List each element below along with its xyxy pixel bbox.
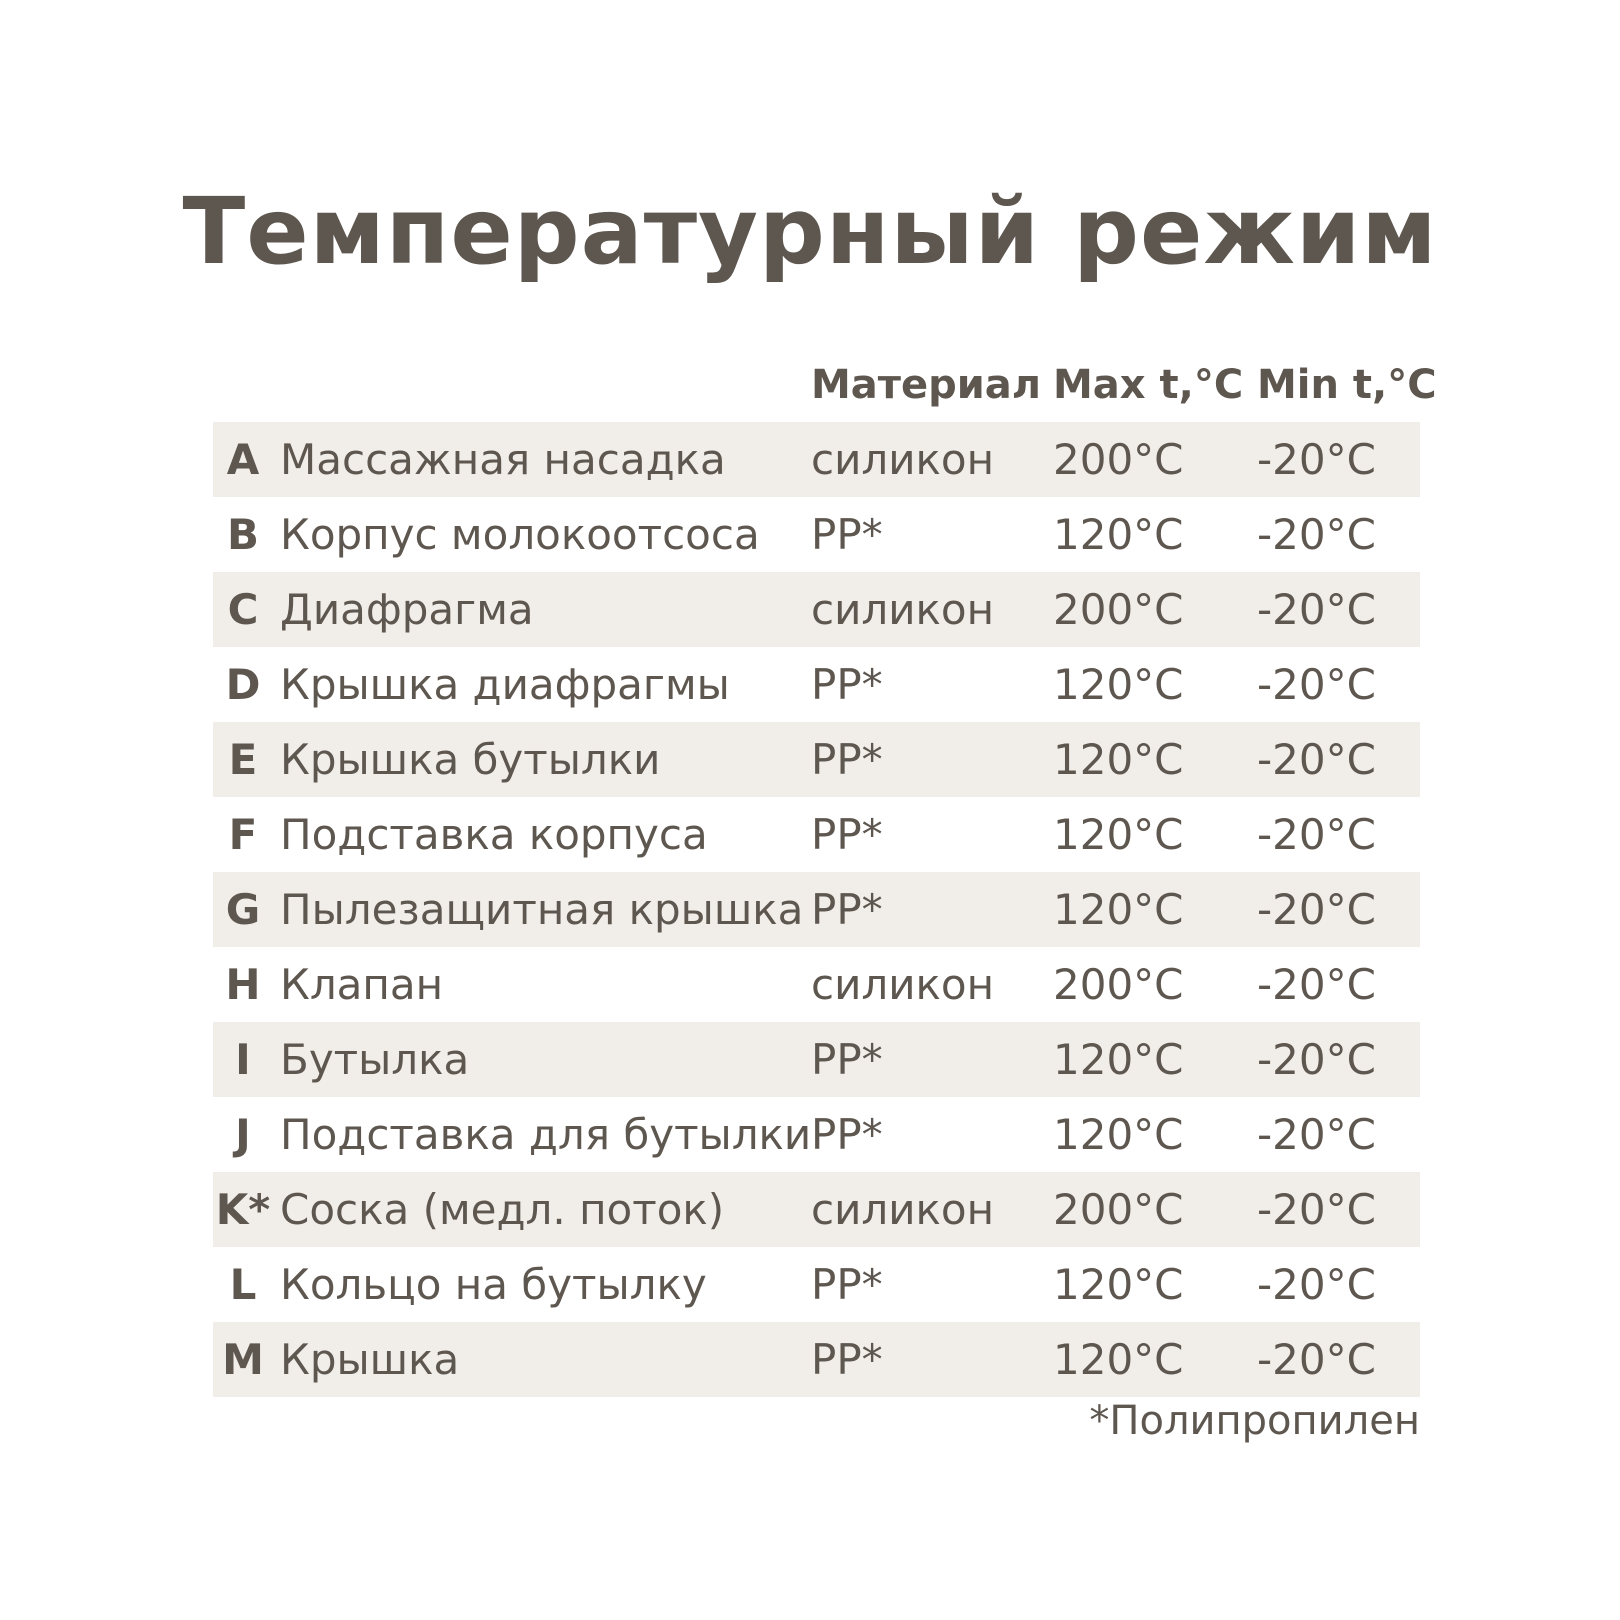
header-min-temp: Min t,°C — [1257, 362, 1437, 408]
row-letter: D — [225, 660, 261, 709]
table-row — [213, 497, 1420, 572]
row-letter: L — [229, 1260, 257, 1309]
temperature-table — [213, 352, 1437, 1397]
row-part-name: Клапан — [280, 960, 444, 1009]
row-min-temp: -20°C — [1257, 585, 1376, 634]
row-material: PP* — [811, 510, 883, 559]
row-max-temp: 120°C — [1053, 1110, 1184, 1159]
row-letter: G — [225, 885, 261, 934]
table-header — [213, 352, 1437, 422]
row-min-temp: -20°C — [1257, 1035, 1376, 1084]
row-min-temp: -20°C — [1257, 810, 1376, 859]
table-row — [213, 572, 1420, 647]
row-part-name: Пылезащитная крышка — [280, 885, 804, 934]
row-max-temp: 120°C — [1053, 510, 1184, 559]
row-min-temp: -20°C — [1257, 1260, 1376, 1309]
row-material: силикон — [811, 960, 995, 1009]
row-letter: I — [235, 1035, 251, 1084]
table-row — [213, 647, 1420, 722]
row-max-temp: 120°C — [1053, 1335, 1184, 1384]
row-part-name: Диафрагма — [280, 585, 534, 634]
page-title: Температурный режим — [182, 178, 1438, 285]
table-row — [213, 1022, 1420, 1097]
footnote: *Полипропилен — [1089, 1398, 1420, 1444]
row-max-temp: 200°C — [1053, 960, 1184, 1009]
row-max-temp: 120°C — [1053, 735, 1184, 784]
row-part-name: Подставка для бутылки — [280, 1110, 812, 1159]
row-min-temp: -20°C — [1257, 735, 1376, 784]
table-row — [213, 872, 1420, 947]
row-letter: E — [228, 735, 258, 784]
row-max-temp: 200°C — [1053, 435, 1184, 484]
row-min-temp: -20°C — [1257, 1335, 1376, 1384]
row-letter: H — [225, 960, 261, 1009]
row-part-name: Соска (медл. поток) — [280, 1185, 725, 1234]
row-letter: F — [228, 810, 258, 859]
table-row — [213, 1172, 1420, 1247]
row-material: PP* — [811, 1335, 883, 1384]
row-min-temp: -20°C — [1257, 1185, 1376, 1234]
row-max-temp: 120°C — [1053, 1035, 1184, 1084]
row-material: PP* — [811, 660, 883, 709]
row-part-name: Массажная насадка — [280, 435, 726, 484]
row-max-temp: 200°C — [1053, 1185, 1184, 1234]
row-part-name: Крышка диафрагмы — [280, 660, 730, 709]
row-material: PP* — [811, 885, 883, 934]
header-material: Материал — [811, 362, 1042, 408]
table-row — [213, 422, 1420, 497]
row-max-temp: 200°C — [1053, 585, 1184, 634]
row-material: силикон — [811, 435, 995, 484]
row-min-temp: -20°C — [1257, 510, 1376, 559]
table-row — [213, 1322, 1420, 1397]
header-max-temp: Max t,°C — [1053, 362, 1244, 408]
row-material: силикон — [811, 585, 995, 634]
row-min-temp: -20°C — [1257, 435, 1376, 484]
row-material: PP* — [811, 1110, 883, 1159]
row-material: PP* — [811, 1260, 883, 1309]
row-part-name: Крышка — [280, 1335, 460, 1384]
row-part-name: Корпус молокоотсоса — [280, 510, 760, 559]
row-material: PP* — [811, 1035, 883, 1084]
row-part-name: Кольцо на бутылку — [280, 1260, 707, 1309]
row-material: силикон — [811, 1185, 995, 1234]
row-part-name: Подставка корпуса — [280, 810, 708, 859]
row-max-temp: 120°C — [1053, 885, 1184, 934]
row-min-temp: -20°C — [1257, 660, 1376, 709]
table-row — [213, 797, 1420, 872]
row-min-temp: -20°C — [1257, 960, 1376, 1009]
row-min-temp: -20°C — [1257, 1110, 1376, 1159]
row-letter: J — [235, 1110, 251, 1159]
row-letter: K* — [215, 1185, 271, 1234]
row-letter: A — [226, 435, 260, 484]
row-material: PP* — [811, 735, 883, 784]
row-max-temp: 120°C — [1053, 1260, 1184, 1309]
table-row — [213, 947, 1420, 1022]
row-letter: M — [222, 1335, 264, 1384]
row-max-temp: 120°C — [1053, 660, 1184, 709]
table-row — [213, 1247, 1420, 1322]
row-part-name: Крышка бутылки — [280, 735, 661, 784]
row-material: PP* — [811, 810, 883, 859]
table-row — [213, 1097, 1420, 1172]
row-min-temp: -20°C — [1257, 885, 1376, 934]
row-letter: B — [226, 510, 259, 559]
row-letter: C — [227, 585, 259, 634]
row-part-name: Бутылка — [280, 1035, 470, 1084]
table-row — [213, 722, 1420, 797]
row-max-temp: 120°C — [1053, 810, 1184, 859]
